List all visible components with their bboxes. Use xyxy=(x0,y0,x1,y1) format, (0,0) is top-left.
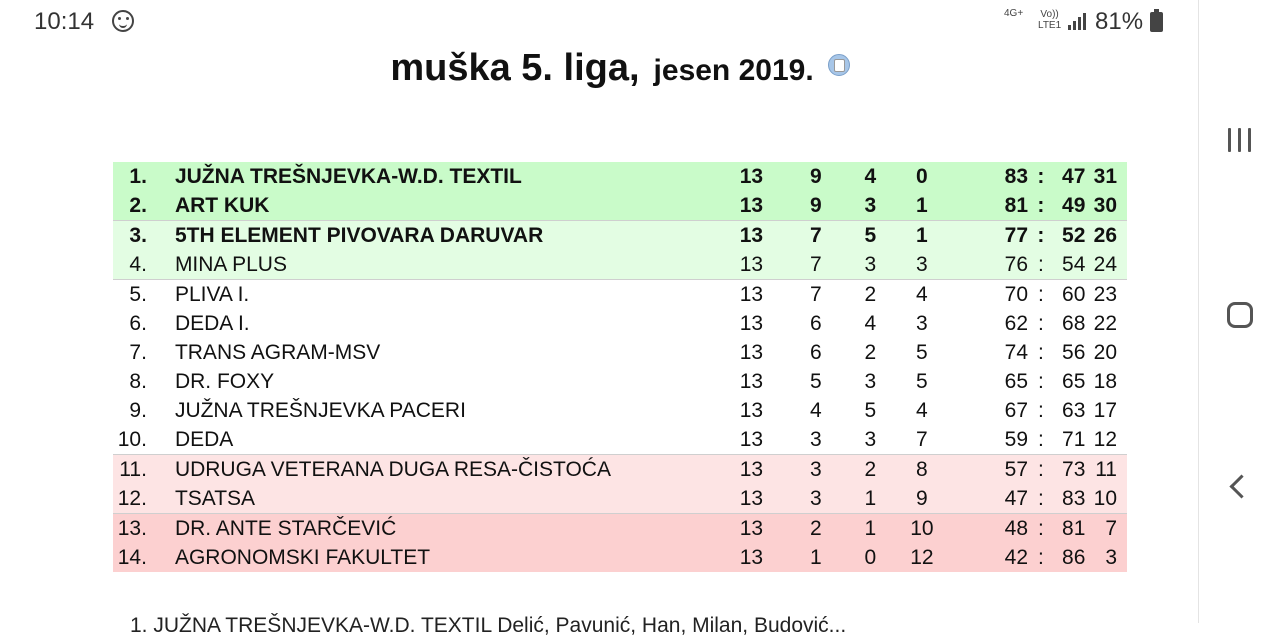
goals-for-cell: 83 xyxy=(1004,164,1029,188)
goals-against-cell: 71 xyxy=(1062,427,1086,451)
android-nav-bar xyxy=(1198,0,1280,623)
team-cell: DR. FOXY xyxy=(174,369,275,393)
table-row xyxy=(113,162,1127,191)
goals-against-cell: 47 xyxy=(1062,164,1086,188)
team-cell: ART KUK xyxy=(174,193,270,217)
signal-icon xyxy=(1068,12,1088,30)
team-cell: TSATSA xyxy=(174,486,256,510)
drawn-cell: 4 xyxy=(864,164,877,188)
goals-against-cell: 83 xyxy=(1062,486,1086,510)
rank-cell: 6. xyxy=(129,311,147,335)
goals-against-cell: 56 xyxy=(1062,340,1086,364)
status-bar xyxy=(0,0,1198,44)
waze-icon xyxy=(112,10,134,32)
goals-for-cell: 67 xyxy=(1004,398,1029,422)
points-cell: 11 xyxy=(1094,455,1127,485)
goals-for-cell: 48 xyxy=(954,514,1028,544)
won-cell: 4 xyxy=(809,398,822,422)
lost-cell: 4 xyxy=(916,398,928,422)
table-row xyxy=(113,543,1127,572)
goals-for-cell: 77 xyxy=(954,221,1028,251)
battery-percent: 81% xyxy=(1095,8,1144,35)
played-cell: 13 xyxy=(739,427,764,451)
page-title xyxy=(0,47,1240,90)
table-row xyxy=(113,250,1127,280)
title-main: muška 5. liga, xyxy=(390,47,640,89)
goals-against-cell: 86 xyxy=(1062,545,1086,569)
lost-cell: 10 xyxy=(890,514,954,544)
team-cell: PLIVA I. xyxy=(147,280,722,310)
played-cell: 13 xyxy=(739,311,764,335)
points-cell: 24 xyxy=(1093,252,1117,276)
goals-for-cell: 59 xyxy=(1004,427,1029,451)
drawn-cell: 2 xyxy=(864,340,877,364)
goals-against-cell: 49 xyxy=(1062,193,1086,217)
recent-apps-icon[interactable] xyxy=(1227,128,1253,152)
points-cell: 22 xyxy=(1093,311,1117,335)
drawn-cell: 1 xyxy=(850,514,890,544)
won-cell: 9 xyxy=(809,193,822,217)
rank-cell: 7. xyxy=(129,340,147,364)
goals-for-cell: 42 xyxy=(1004,545,1029,569)
rank-cell: 1. xyxy=(129,164,147,188)
won-cell: 7 xyxy=(809,252,822,276)
lost-cell: 12 xyxy=(910,545,934,569)
table-row xyxy=(113,455,1127,485)
table-row xyxy=(113,367,1127,396)
drawn-cell: 2 xyxy=(850,280,890,310)
rank-cell: 3. xyxy=(113,221,147,251)
points-cell: 26 xyxy=(1094,221,1127,251)
goals-against-cell: 73 xyxy=(1054,455,1094,485)
points-cell: 10 xyxy=(1093,486,1117,510)
won-cell: 3 xyxy=(809,427,822,451)
goals-against-cell: 81 xyxy=(1054,514,1094,544)
score-separator: : xyxy=(1028,221,1054,251)
table-row xyxy=(113,191,1127,221)
played-cell: 13 xyxy=(739,486,764,510)
rank-cell: 11. xyxy=(113,455,147,485)
rank-cell: 4. xyxy=(129,252,147,276)
won-cell: 6 xyxy=(809,311,822,335)
goals-for-cell: 57 xyxy=(954,455,1028,485)
volte-indicator xyxy=(1038,9,1061,31)
goals-against-cell: 63 xyxy=(1062,398,1086,422)
lost-cell: 5 xyxy=(916,340,928,364)
goals-for-cell: 70 xyxy=(954,280,1028,310)
score-separator: : xyxy=(1028,280,1054,310)
team-cell: 5TH ELEMENT PIVOVARA DARUVAR xyxy=(147,221,722,251)
lost-cell: 1 xyxy=(890,221,954,251)
rank-cell: 13. xyxy=(113,514,147,544)
team-cell: JUŽNA TREŠNJEVKA PACERI xyxy=(174,398,466,422)
points-cell: 31 xyxy=(1093,164,1117,188)
rank-cell: 14. xyxy=(117,545,147,569)
score-separator: : xyxy=(1037,427,1044,451)
points-cell: 12 xyxy=(1093,427,1117,451)
goals-for-cell: 62 xyxy=(1004,311,1029,335)
drawn-cell: 1 xyxy=(864,486,877,510)
score-separator: : xyxy=(1037,545,1044,569)
won-cell: 5 xyxy=(809,369,822,393)
table-row xyxy=(113,338,1127,367)
rank-cell: 5. xyxy=(113,280,147,310)
scorers-list-partial: 1. JUŽNA TREŠNJEVKA-W.D. TEXTIL Delić, Pavunić, Han, Milan, Budović... xyxy=(130,614,847,637)
network-type: 4G+ xyxy=(1004,8,1024,19)
played-cell: 13 xyxy=(739,340,764,364)
score-separator: : xyxy=(1037,486,1044,510)
lost-cell: 3 xyxy=(916,311,928,335)
won-cell: 6 xyxy=(809,340,822,364)
played-cell: 13 xyxy=(739,164,764,188)
drawn-cell: 4 xyxy=(864,311,877,335)
drawn-cell: 5 xyxy=(850,221,890,251)
title-sub: jesen 2019. xyxy=(653,54,814,87)
table-row xyxy=(113,514,1127,544)
won-cell: 3 xyxy=(781,455,850,485)
score-separator: : xyxy=(1037,340,1044,364)
played-cell: 13 xyxy=(722,514,782,544)
lost-cell: 5 xyxy=(916,369,928,393)
points-cell: 3 xyxy=(1105,545,1117,569)
back-icon[interactable] xyxy=(1229,474,1253,498)
rank-cell: 10. xyxy=(117,427,147,451)
won-cell: 1 xyxy=(809,545,822,569)
goals-for-cell: 81 xyxy=(1004,193,1029,217)
team-cell: TRANS AGRAM-MSV xyxy=(174,340,381,364)
played-cell: 13 xyxy=(722,221,782,251)
won-cell: 7 xyxy=(781,221,850,251)
played-cell: 13 xyxy=(739,369,764,393)
goals-for-cell: 65 xyxy=(1004,369,1029,393)
team-cell: UDRUGA VETERANA DUGA RESA-ČISTOĆA xyxy=(147,455,722,485)
volte-bottom: LTE1 xyxy=(1038,20,1062,31)
rank-cell: 8. xyxy=(129,369,147,393)
lost-cell: 9 xyxy=(916,486,928,510)
goals-against-cell: 68 xyxy=(1062,311,1086,335)
lost-cell: 7 xyxy=(916,427,928,451)
table-row xyxy=(113,425,1127,455)
team-cell: JUŽNA TREŠNJEVKA-W.D. TEXTIL xyxy=(174,164,522,188)
drawn-cell: 5 xyxy=(864,398,877,422)
lost-cell: 4 xyxy=(890,280,954,310)
table-row xyxy=(113,221,1127,251)
lost-cell: 1 xyxy=(916,193,928,217)
drawn-cell: 2 xyxy=(850,455,890,485)
played-cell: 13 xyxy=(722,455,782,485)
goals-for-cell: 76 xyxy=(1004,252,1029,276)
goals-against-cell: 65 xyxy=(1062,369,1086,393)
table-row xyxy=(113,484,1127,514)
won-cell: 7 xyxy=(781,280,850,310)
goals-for-cell: 74 xyxy=(1004,340,1029,364)
drawn-cell: 3 xyxy=(864,427,877,451)
score-separator: : xyxy=(1037,252,1044,276)
points-cell: 23 xyxy=(1094,280,1127,310)
won-cell: 2 xyxy=(781,514,850,544)
clock: 10:14 xyxy=(34,8,95,35)
team-cell: DEDA I. xyxy=(174,311,250,335)
table-row xyxy=(113,309,1127,338)
score-separator: : xyxy=(1037,164,1045,188)
lost-cell: 8 xyxy=(890,455,954,485)
points-cell: 18 xyxy=(1093,369,1117,393)
team-cell: MINA PLUS xyxy=(174,252,287,276)
score-separator: : xyxy=(1028,514,1054,544)
points-cell: 7 xyxy=(1094,514,1127,544)
standings-table xyxy=(113,162,1127,572)
played-cell: 13 xyxy=(739,545,764,569)
team-cell: DR. ANTE STARČEVIĆ xyxy=(147,514,722,544)
rank-cell: 2. xyxy=(129,193,147,217)
played-cell: 13 xyxy=(722,280,782,310)
won-cell: 9 xyxy=(809,164,822,188)
lost-cell: 0 xyxy=(916,164,928,188)
team-cell: DEDA xyxy=(174,427,234,451)
points-cell: 17 xyxy=(1093,398,1117,422)
table-row xyxy=(113,280,1127,310)
played-cell: 13 xyxy=(739,193,764,217)
score-separator: : xyxy=(1037,311,1044,335)
volte-top: Vo)) xyxy=(1040,9,1059,20)
rank-cell: 9. xyxy=(129,398,147,422)
points-cell: 30 xyxy=(1093,193,1117,217)
lost-cell: 3 xyxy=(916,252,928,276)
goals-against-cell: 52 xyxy=(1054,221,1094,251)
played-cell: 13 xyxy=(739,252,764,276)
goals-against-cell: 60 xyxy=(1054,280,1094,310)
goals-for-cell: 47 xyxy=(1004,486,1029,510)
drawn-cell: 0 xyxy=(864,545,877,569)
played-cell: 13 xyxy=(739,398,764,422)
edit-page-icon[interactable] xyxy=(828,54,850,76)
drawn-cell: 3 xyxy=(864,252,877,276)
drawn-cell: 3 xyxy=(864,193,877,217)
rank-cell: 12. xyxy=(117,486,147,510)
score-separator: : xyxy=(1037,369,1044,393)
score-separator: : xyxy=(1028,455,1054,485)
score-separator: : xyxy=(1037,193,1045,217)
goals-against-cell: 54 xyxy=(1062,252,1086,276)
score-separator: : xyxy=(1037,398,1044,422)
team-cell: AGRONOMSKI FAKULTET xyxy=(174,545,431,569)
drawn-cell: 3 xyxy=(864,369,877,393)
won-cell: 3 xyxy=(809,486,822,510)
points-cell: 20 xyxy=(1093,340,1117,364)
battery-icon xyxy=(1150,12,1163,32)
table-row xyxy=(113,396,1127,425)
home-icon[interactable] xyxy=(1227,302,1253,328)
